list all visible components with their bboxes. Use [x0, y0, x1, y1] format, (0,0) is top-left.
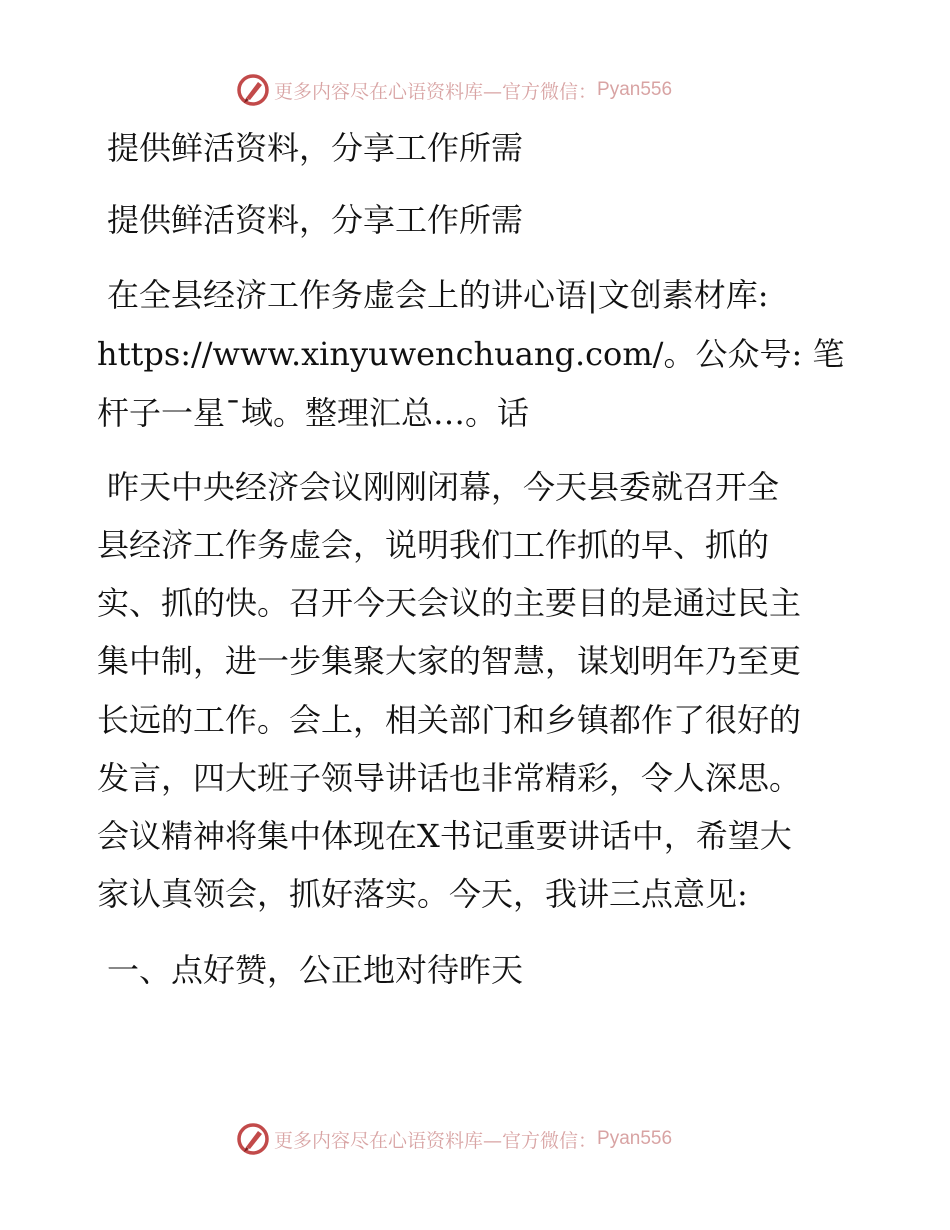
footer-banner-text: 更多内容尽在心语资料库—官方微信： [274, 1129, 598, 1152]
header-wechat-id: Pyan556 [597, 79, 673, 100]
paragraph-line-1: 昨天中央经济会议刚刚闭幕，今天县委就召开全 [107, 468, 780, 506]
paragraph-line-5: 长远的工作。会上，相关部门和乡镇都作了很好的 [97, 701, 802, 739]
pen-nib-logo-icon [236, 73, 270, 107]
title-line-2: https://www.xinyuwenchuang.com/。公众号: 笔 [97, 335, 845, 373]
paragraph-line-2: 县经济工作务虚会，说明我们工作抓的早、抓的 [97, 526, 770, 564]
paragraph-line-6: 发言，四大班子领导讲话也非常精彩，令人深思。 [97, 759, 802, 797]
paragraph-line-8: 家认真领会，抓好落实。今天，我讲三点意见: [97, 875, 748, 913]
paragraph-line-3: 实、抓的快。召开今天会议的主要目的是通过民主 [97, 584, 802, 622]
paragraph-line-4: 集中制，进一步集聚大家的智慧，谋划明年乃至更 [97, 642, 802, 680]
header-banner-text: 更多内容尽在心语资料库—官方微信： [274, 80, 598, 103]
footer-wechat-id: Pyan556 [597, 1128, 673, 1149]
pen-nib-logo-icon [236, 1122, 270, 1156]
footer-banner [236, 1122, 672, 1156]
section-heading-1: 一、点好赞，公正地对待昨天 [107, 951, 524, 989]
title-line-1: 在全县经济工作务虚会上的讲心语|文创素材库: [107, 276, 769, 314]
slogan-line-2: 提供鲜活资料，分享工作所需 [107, 201, 524, 239]
title-line-3: 杆子一星¯域。整理汇总…。话 [97, 394, 530, 432]
slogan-line-1: 提供鲜活资料，分享工作所需 [107, 129, 524, 167]
paragraph-line-7: 会议精神将集中体现在X书记重要讲话中，希望大 [97, 817, 792, 855]
header-banner [236, 73, 672, 107]
